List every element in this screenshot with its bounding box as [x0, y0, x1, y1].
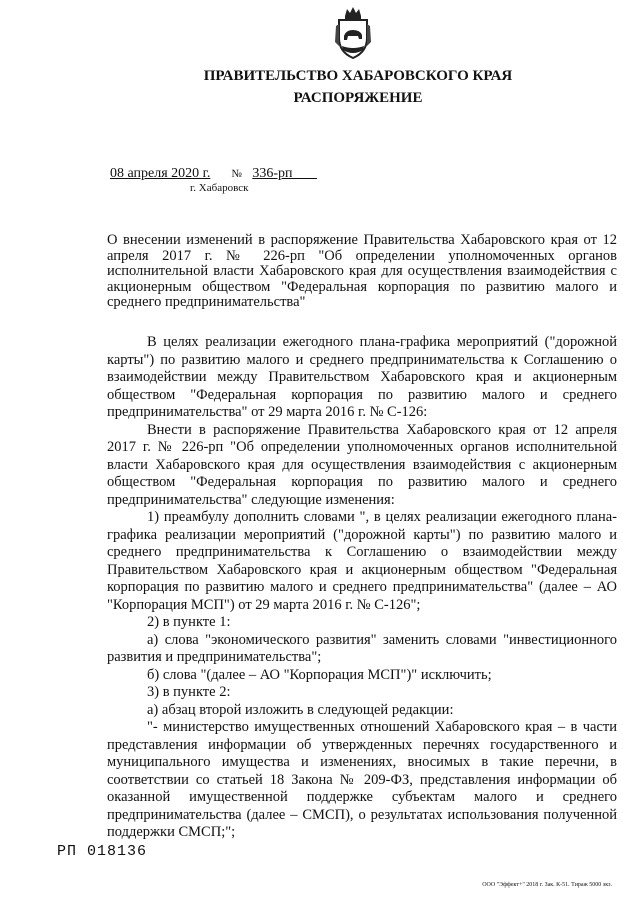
- paragraph: Внести в распоряжение Правительства Хабаровского края от 12 апреля 2017 г. № 226-рп "Об определении уполномоченных органов исполнительной власти Хабаровского края для осуществления взаимодействия с акционерным обществом "Федеральная корпорация по развитию малого и среднего предпринимательства" следующие изменения:: [107, 421, 617, 508]
- coat-of-arms-icon: [333, 6, 373, 62]
- document-body: [107, 334, 617, 842]
- document-title: О внесении изменений в распоряжение Правительства Хабаровского края от 12 апреля 2017 г. № 226-рп "Об определении уполномоченных органов исполнительной власти Хабаровского края для осуществления взаимодействия с акционерным обществом "Федеральная корпорация по развитию малого и среднего предпринимательства": [107, 232, 617, 310]
- document-number: 336-рп: [252, 166, 293, 181]
- paragraph: 3) в пункте 2:: [147, 684, 231, 700]
- printer-imprint: ООО "Эффект+" 2018 г. Зак. К-51. Тираж 5000 экз.: [482, 882, 612, 888]
- government-name: ПРАВИТЕЛЬСТВО ХАБАРОВСКОГО КРАЯ: [203, 68, 513, 84]
- paragraph: а) абзац второй изложить в следующей редакции:: [147, 701, 454, 718]
- serial-number: РП 018136: [57, 843, 148, 860]
- document-type: РАСПОРЯЖЕНИЕ: [293, 90, 423, 106]
- paragraph: б) слова "(далее – АО "Корпорация МСП")" исключить;: [147, 666, 492, 683]
- document-date: 08 апреля 2020 г.: [110, 166, 211, 181]
- paragraph: а) слова "экономического развития" заменить словами "инвестиционного развития и предпринимательства";: [107, 631, 617, 665]
- paragraph: 2) в пункте 1:: [147, 614, 231, 630]
- paragraph: В целях реализации ежегодного плана-графика мероприятий ("дорожной карты") по развитию малого и среднего предпринимательства к Соглашению о взаимодействии между Правительством Хабаровского края и акционерным обществом "Федеральная корпорация по развитию малого и среднего предпринимательства" от 29 марта 2016 г. № С-126:: [107, 334, 617, 420]
- paragraph: "- министерство имущественных отношений Хабаровского края – в части представления информации об утвержденных перечнях государственного и муниципального имущества и изменениях, вносимых в такие перечни, в соответствии со статьей 18 Закона № 209-ФЗ, представления информации об оказанной имущественной поддержке субъектам малого и среднего предпринимательства (далее – СМСП), о результатах использования полученной поддержки СМСП;";: [107, 719, 617, 840]
- city: г. Хабаровск: [190, 182, 249, 194]
- number-label: №: [231, 168, 242, 180]
- paragraph: 1) преамбулу дополнить словами ", в целях реализации ежегодного плана-графика реализации мероприятий ("дорожной карты") по развитию малого и среднего предпринимательства к Соглашению о взаимодействии между Правительством Хабаровского края и акционерным обществом "Федеральная корпорация по развитию малого и среднего предпринимательства" (далее – АО "Корпорация МСП") от 29 марта 2016 г. № С-126";: [107, 509, 617, 613]
- date-line: [110, 166, 317, 182]
